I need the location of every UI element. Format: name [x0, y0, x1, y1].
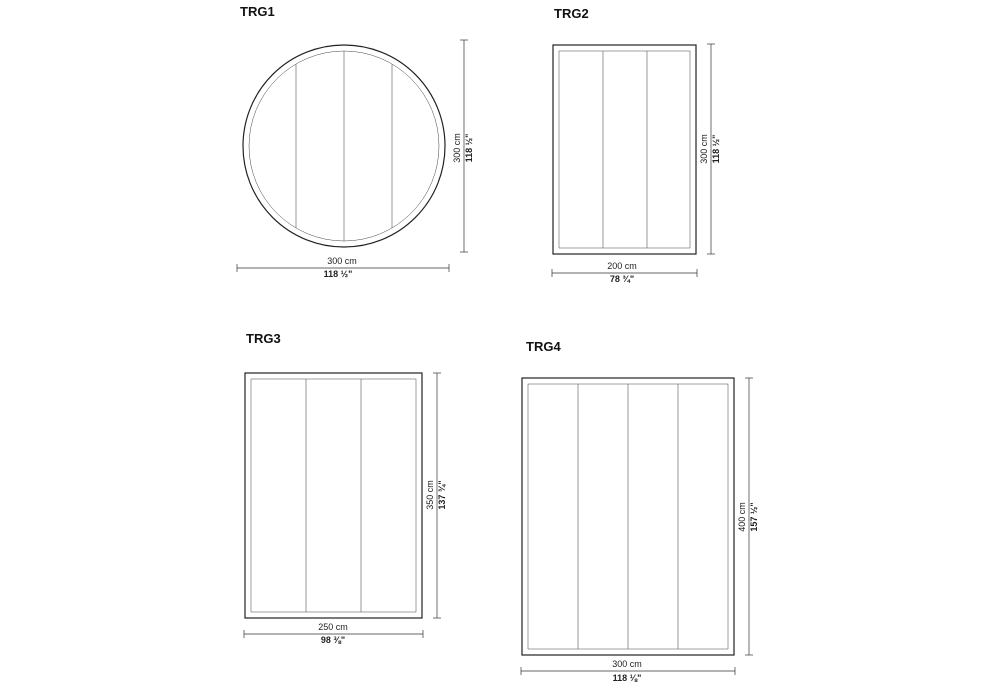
height-cm-trg1: 300 cm	[452, 133, 462, 163]
rug-title-trg3: TRG3	[246, 331, 281, 346]
height-cm-trg4: 400 cm	[737, 502, 747, 532]
height-inch-trg2: 118 ½"	[711, 134, 721, 164]
rug-weave-trg2	[559, 51, 690, 248]
height-cm-trg3: 350 cm	[425, 480, 435, 510]
width-dimension-trg3	[244, 622, 423, 645]
height-inch-trg4: 157 ½"	[749, 502, 759, 532]
width-cm-trg4: 300 cm	[612, 659, 642, 669]
rug-stripes-trg4	[578, 384, 678, 649]
rug-trg3	[244, 331, 447, 645]
height-dimension-trg4	[737, 378, 759, 655]
rug-stripes-trg2	[603, 51, 647, 248]
rug-weave-trg3	[251, 379, 416, 612]
height-cm-trg2: 300 cm	[699, 134, 709, 164]
rug-stripes-trg1	[296, 40, 392, 250]
height-dimension-trg3	[425, 373, 447, 618]
width-inch-trg3: 98 ⅜"	[320, 635, 346, 645]
rug-title-trg4: TRG4	[526, 339, 561, 354]
rug-trg2	[552, 6, 721, 284]
height-dimension-trg2	[699, 44, 721, 254]
width-dimension-trg2	[552, 261, 697, 284]
width-dimension-trg4	[521, 659, 735, 683]
rug-stripes-trg3	[306, 379, 361, 612]
width-cm-trg2: 200 cm	[607, 261, 637, 271]
rug-title-trg1: TRG1	[240, 4, 275, 19]
rug-trg4	[521, 339, 759, 683]
rug-outline-trg3	[245, 373, 422, 618]
width-dimension-trg1	[237, 256, 449, 279]
rug-title-trg2: TRG2	[554, 6, 589, 21]
height-inch-trg1: 118 ½"	[464, 133, 474, 163]
width-inch-trg4: 118 ⅛"	[612, 673, 642, 683]
width-inch-trg1: 118 ½"	[323, 269, 353, 279]
width-cm-trg3: 250 cm	[318, 622, 348, 632]
width-inch-trg2: 78 ¾"	[609, 274, 635, 284]
rug-trg1	[237, 4, 474, 279]
width-cm-trg1: 300 cm	[327, 256, 357, 266]
rug-outline-trg2	[553, 45, 696, 254]
height-inch-trg3: 137 ¾"	[437, 480, 447, 510]
height-dimension-trg1	[452, 40, 474, 252]
